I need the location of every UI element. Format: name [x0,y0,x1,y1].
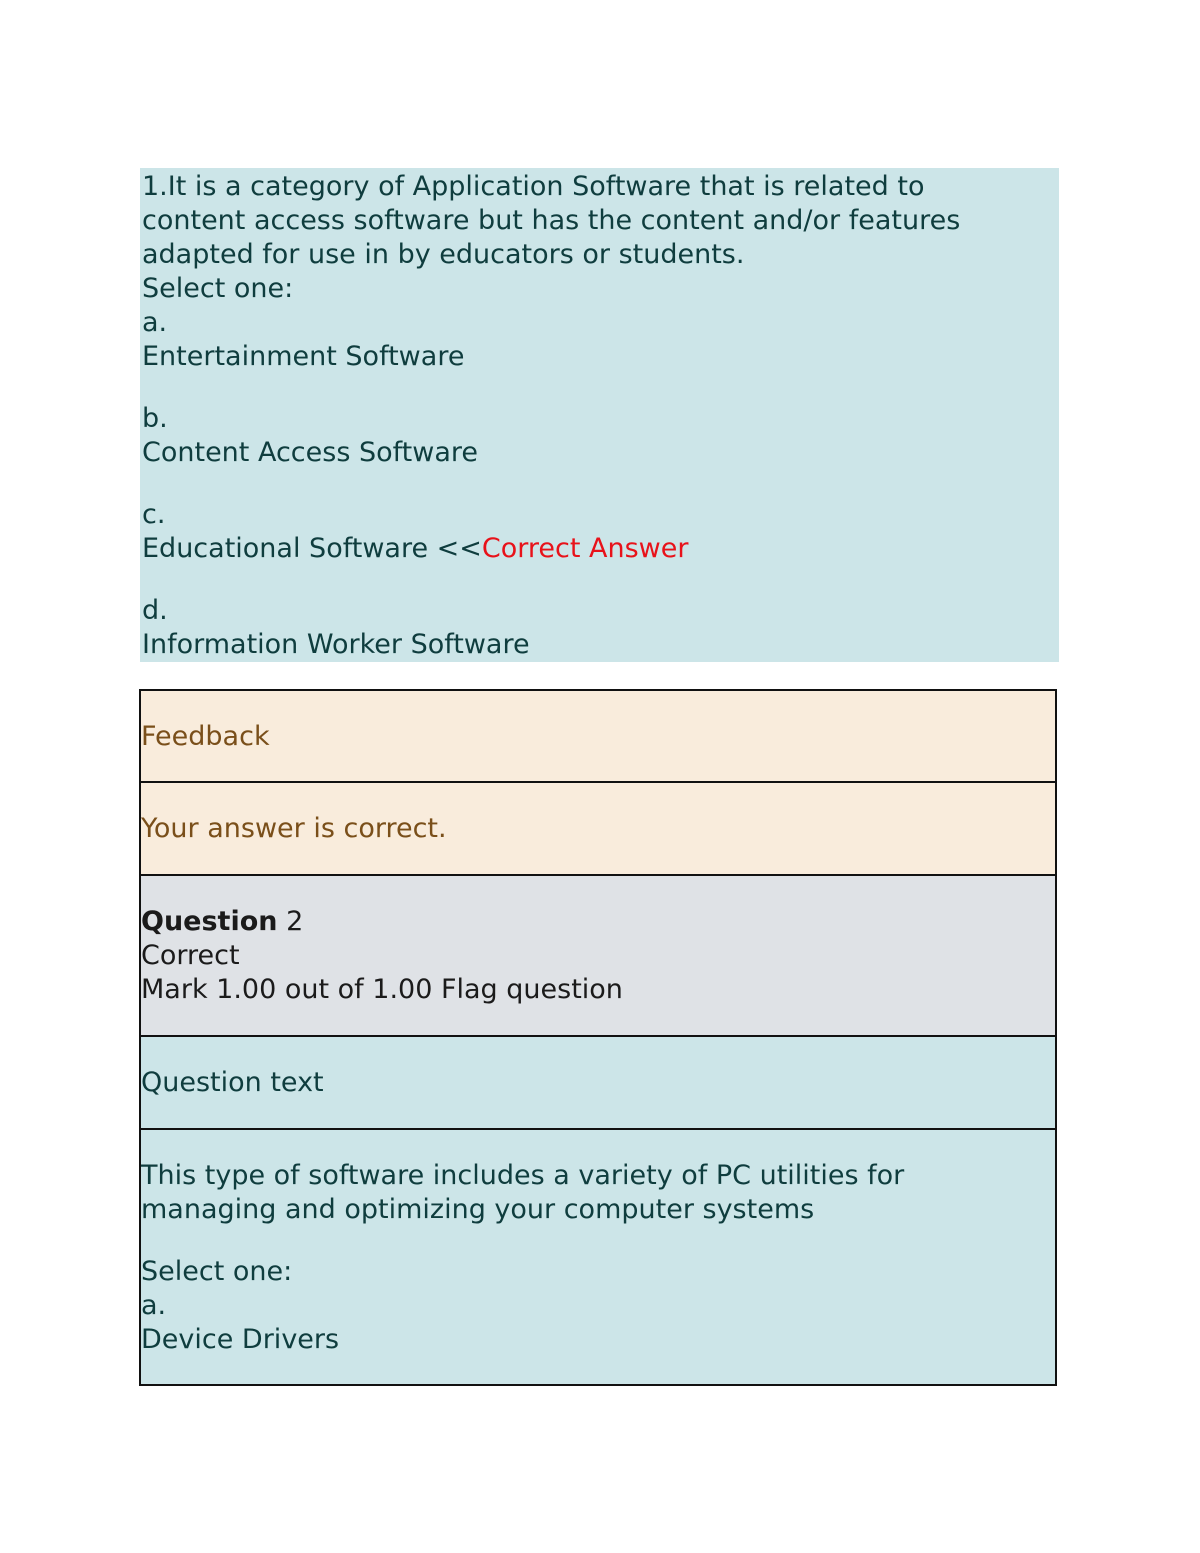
question-2-label: Question [141,906,278,937]
option-d-letter: d. [142,595,168,626]
option-spacer [142,566,1059,594]
question-2-option-a-text[interactable]: Device Drivers [141,1324,340,1355]
option-spacer [142,470,1059,498]
question-1-select-label: Select one: [142,273,294,304]
question-2-info-row [141,876,1055,1037]
option-spacer [142,374,1059,402]
question-text-heading: Question text [141,1067,324,1098]
question-2-option-a-letter: a. [141,1290,167,1321]
question-2-number: 2 [286,906,304,937]
feedback-heading: Feedback [141,721,270,752]
option-a-letter: a. [142,307,168,338]
option-c-letter: c. [142,499,166,530]
question-2-text-line: managing and optimizing your computer systems [141,1194,815,1225]
correct-answer-tag: Correct Answer [481,533,689,564]
feedback-message-row [141,783,1055,876]
question-text-heading-row [141,1037,1055,1130]
question-2-text-line: This type of software includes a variety of PC utilities for [141,1160,905,1191]
question-1-block [140,168,1059,662]
question-2-state: Correct [141,940,240,971]
question-1-text-line: content access software but has the content and/or features [142,205,961,236]
question-2-title [141,905,1055,939]
question-table [139,689,1057,1386]
option-d-text[interactable]: Information Worker Software [142,629,530,660]
feedback-heading-row [141,691,1055,783]
question-2-spacer [141,1227,1055,1255]
option-b-text[interactable]: Content Access Software [142,437,478,468]
question-2-select-label: Select one: [141,1256,293,1287]
question-2-body-row [141,1130,1055,1384]
option-b-letter: b. [142,403,168,434]
feedback-message: Your answer is correct. [141,813,447,844]
option-a-text[interactable]: Entertainment Software [142,341,465,372]
option-c-row[interactable] [142,532,1059,566]
question-1-text-line: 1.It is a category of Application Software that is related to [142,171,925,202]
question-2-mark[interactable]: Mark 1.00 out of 1.00 Flag question [141,974,623,1005]
option-c-text: Educational Software << [142,533,482,564]
question-1-text-line: adapted for use in by educators or students. [142,239,745,270]
